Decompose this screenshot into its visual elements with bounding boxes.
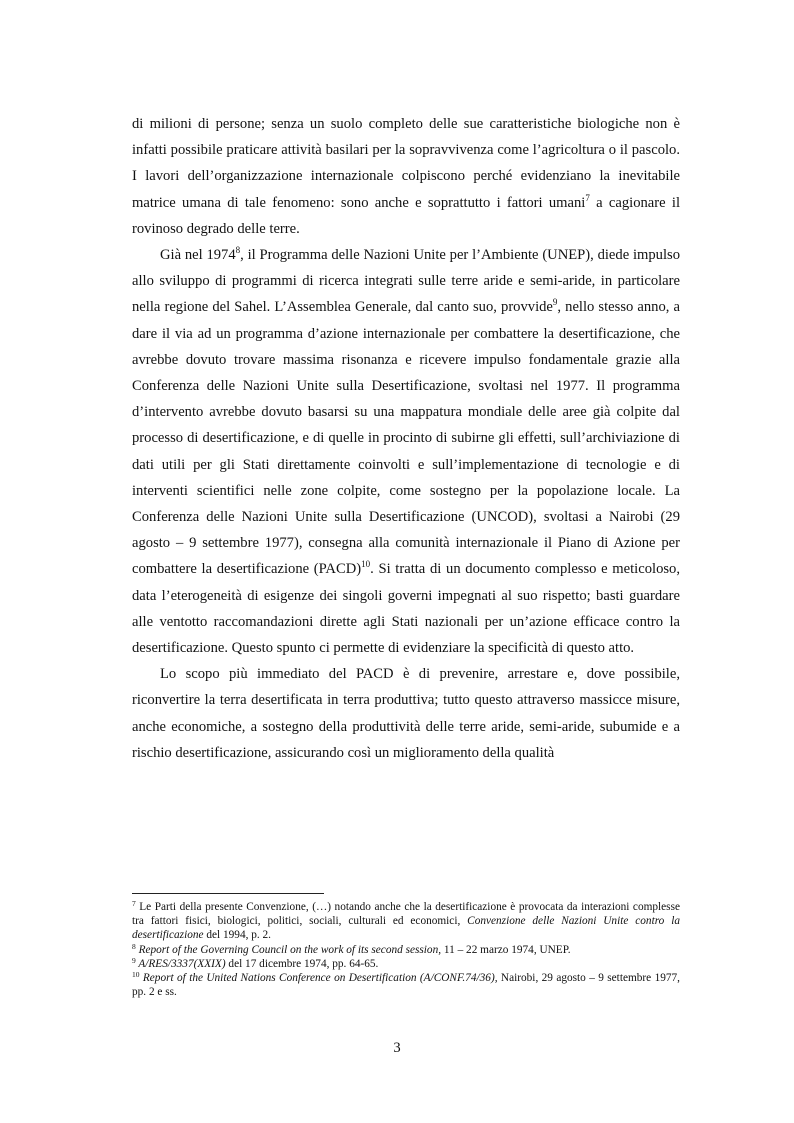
footnote-10: $^{10}$ Report of the United Nations Conference on Desertification (A/CONF.74/36), Nairobi, 29 agosto – 9 settembre 1977, pp. 2 e ss. xyxy=(132,970,680,999)
footnote-ref-8[interactable]: 8 xyxy=(235,245,241,256)
footnotes xyxy=(132,900,680,999)
paragraph-3: Lo scopo più immediato del PACD è di prevenire, arrestare e, dove possibile, riconvertire la terra desertificata in terra produttiva; tutto questo attraverso massicce misure, anche economiche, a sostegno della produttività delle terre aride, semi-aride, subumide e a rischio desertificazione, assicurando così un miglioramento della qualità xyxy=(132,666,680,761)
footnote-separator xyxy=(132,893,324,894)
paragraph-2: Già nel 1974$^8$, il Programma delle Nazioni Unite per l’Ambiente (UNEP), diede impulso allo sviluppo di programmi di ricerca integrati sulle terre aride e semi-aride, in particolare nella regione del Sahel. L’Assemblea Generale, dal canto suo, provvide$^9$, nello stesso anno, a dare il via ad un programma d’azione internazionale per combattere la desertificazione, che avrebbe dovuto trovare massima risonanza e ricevere impulso fondamentale grazie alla Conferenza delle Nazioni Unite sulla Desertificazione, svoltasi nel 1977. Il programma d’intervento avrebbe dovuto basarsi su una mappatura mondiale delle aree già colpite dal processo di desertificazione, e di quelle in procinto di subirne gli effetti, sull’archiviazione di dati utili per gli Stati direttamente coinvolti e sull’implementazione di tecnologie e di interventi scientifici nelle zone colpite, come sostegno per la popolazione locale. La Conferenza delle Nazioni Unite sulla Desertificazione (UNCOD), svoltasi a Nairobi (29 agosto – 9 settembre 1977), consegna alla comunità internazionale il Piano di Azione per combattere la desertificazione (PACD)$^{10}$. Si tratta di un documento complesso e meticoloso, data l’eterogeneità di esigenze dei singoli governi impegnati al suo rispetto; basti guardare alle ventotto raccomandazioni dirette agli Stati nazionali per un’azione efficace contro la desertificazione. Questo spunto ci permette di evidenziare la specificità di questo atto. xyxy=(132,245,680,657)
footnote-ref-7[interactable]: 7 xyxy=(585,192,590,203)
footnote-9: $^9$ A/RES/3337(XXIX) del 17 dicembre 1974, pp. 64-65. xyxy=(132,955,379,970)
page-number: 3 xyxy=(393,1040,401,1056)
footnote-ref-9[interactable]: 9 xyxy=(552,297,558,308)
paragraph-1: di milioni di persone; senza un suolo completo delle sue caratteristiche biologiche non è infatti possibile praticare attività basilari per la sopravvivenza come l’agricoltura o il pascolo. I lavori dell’organizzazione internazionale colpiscono perché evidenziano la inevitabile matrice umana di tale fenomeno: sono anche e soprattutto i fattori umani$^7$ a cagionare il rovinoso degrado delle terre. xyxy=(132,116,681,237)
body-text xyxy=(132,111,680,766)
footnote-8: $^8$ Report of the Governing Council on the work of its second session, 11 – 22 marzo 1974, UNEP. xyxy=(132,941,571,956)
footnote-ref-10[interactable]: 10 xyxy=(361,559,371,570)
footnote-7: $^7$ Le Parti della presente Convenzione, (…) notando anche che la desertificazione è provocata da interazioni complesse tra fattori fisici, biologici, politici, sociali, culturali ed economici, Convenzione delle Nazioni Unite contro la desertificazione del 1994, p. 2. xyxy=(132,899,680,942)
